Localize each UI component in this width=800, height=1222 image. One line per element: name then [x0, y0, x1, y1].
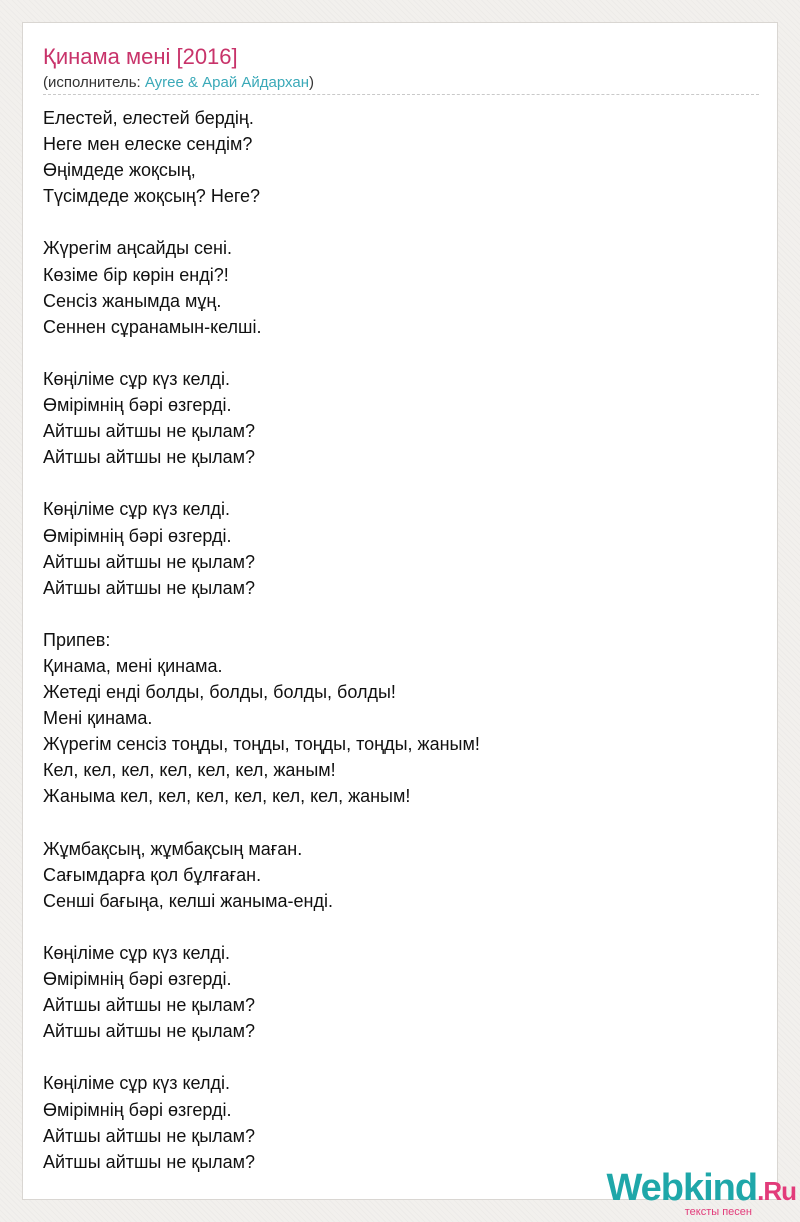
lyric-line: Сенші бағыңа, келші жаныма-енді. — [43, 890, 333, 911]
lyric-line: Өмірімнің бәрі өзгерді. — [43, 969, 232, 990]
lyric-line: Айтшы айтшы не қылам? — [43, 421, 256, 442]
lyric-line: Жетеді енді болды, болды, болды, болды! — [43, 682, 396, 703]
lyric-blank-line — [43, 914, 480, 940]
lyric-line: Айтшы айтшы не қылам? — [43, 577, 256, 598]
performer-suffix: ) — [308, 74, 314, 91]
lyric-line: Сенсіз жанымда мұң. — [43, 290, 222, 311]
logo-tld: .Ru — [757, 1176, 796, 1206]
lyric-line: Көзіме бір көрін енді?! — [43, 264, 229, 285]
lyric-line: Көңіліме сұр күз келді. — [43, 368, 230, 389]
lyric-line: Айтшы айтшы не қылам? — [43, 1151, 256, 1172]
lyric-line: Кел, кел, кел, кел, кел, кел, жаным! — [43, 760, 336, 781]
site-logo — [606, 1169, 796, 1218]
performer-line — [43, 74, 314, 92]
lyric-line: Түсімдеде жоқсың? Неге? — [43, 186, 261, 207]
lyric-line: Өңімдеде жоқсың, — [43, 160, 196, 181]
performer-link[interactable]: Ayree & Арай Айдархан — [144, 74, 309, 91]
lyric-blank-line — [43, 470, 480, 496]
lyric-line: Қинама, мені қинама. — [43, 655, 223, 676]
lyric-line: Жаныма кел, кел, кел, кел, кел, кел, жаным! — [43, 786, 411, 807]
lyric-blank-line — [43, 340, 480, 366]
lyric-line: Өмірімнің бәрі өзгерді. — [43, 525, 232, 546]
lyric-line: Айтшы айтшы не қылам? — [43, 447, 256, 468]
lyric-line: Сағымдарға қол бұлғаған. — [43, 864, 262, 885]
lyric-blank-line — [43, 601, 480, 627]
lyric-line: Неге мен елеске сендім? — [43, 134, 253, 155]
lyrics-card — [22, 22, 778, 1200]
lyric-line: Айтшы айтшы не қылам? — [43, 995, 256, 1016]
lyric-line: Өмірімнің бәрі өзгерді. — [43, 395, 232, 416]
lyric-line: Жұмбақсың, жұмбақсың маған. — [43, 838, 303, 859]
lyric-line: Сеннен сұранамын-келші. — [43, 316, 262, 337]
lyric-blank-line — [43, 810, 480, 836]
lyric-line: Мені қинама. — [43, 708, 153, 729]
lyric-line: Айтшы айтшы не қылам? — [43, 1021, 256, 1042]
lyric-line: Елестей, елестей бердің. — [43, 108, 254, 128]
logo-brand: Webkind — [606, 1167, 758, 1209]
lyric-blank-line — [43, 1044, 480, 1070]
lyric-line: Көңіліме сұр күз келді. — [43, 1073, 230, 1094]
performer-prefix: (исполнитель: — [43, 74, 145, 91]
lyric-line: Өмірімнің бәрі өзгерді. — [43, 1099, 232, 1120]
song-title: Қинама мені [2016] — [43, 44, 238, 69]
title-divider — [43, 94, 759, 95]
lyrics-body — [43, 105, 480, 1175]
logo-tagline: тексты песен — [684, 1206, 752, 1218]
lyric-line: Айтшы айтшы не қылам? — [43, 1125, 256, 1146]
lyric-line: Көңіліме сұр күз келді. — [43, 943, 230, 963]
lyric-line: Көңіліме сұр күз келді. — [43, 499, 230, 520]
lyric-line: Айтшы айтшы не қылам? — [43, 551, 256, 572]
lyric-line: Жүрегім аңсайды сені. — [43, 238, 232, 259]
lyric-line: Жүрегім сенсіз тоңды, тоңды, тоңды, тоңды, жаным! — [43, 734, 480, 755]
logo-wordmark — [606, 1169, 796, 1210]
lyric-blank-line — [43, 209, 480, 235]
lyric-line: Припев: — [43, 629, 111, 650]
